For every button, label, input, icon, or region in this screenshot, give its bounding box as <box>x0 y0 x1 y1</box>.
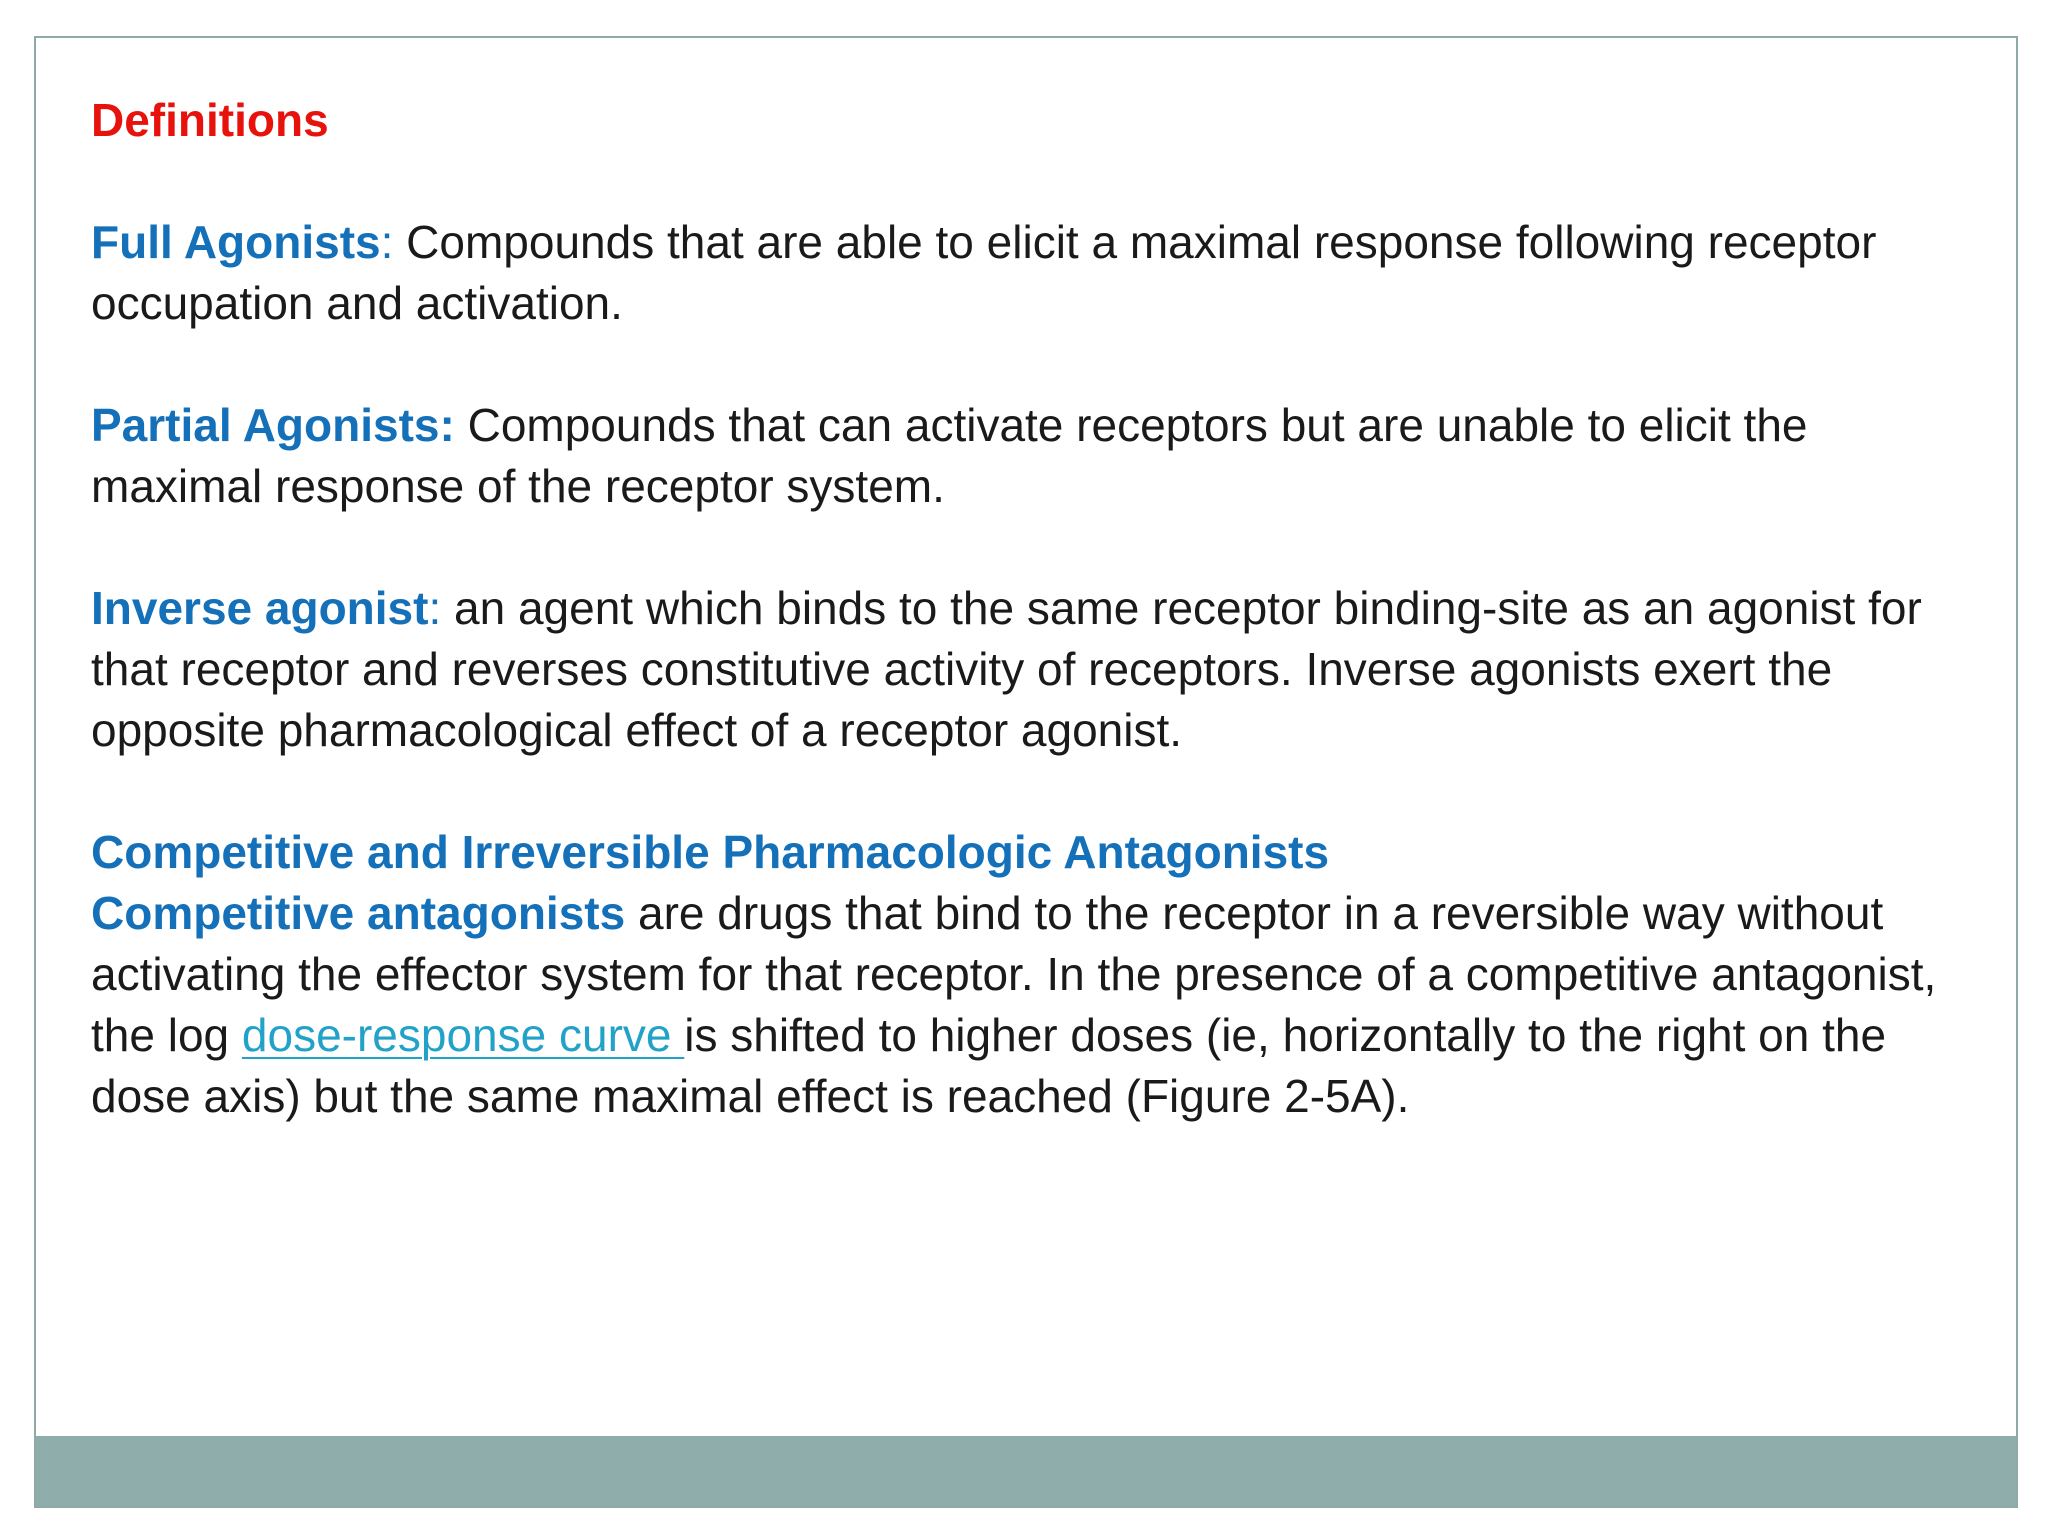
definition-text: is shifted to higher doses (ie, horizontally to the right on the dose axis) but the same maximal effect is reached (Figure 2-5A). <box>91 1009 1887 1122</box>
spacer <box>91 761 1971 822</box>
term-inverse-agonist: Inverse agonist <box>91 582 429 634</box>
term-partial-agonists: Partial Agonists: <box>91 399 455 451</box>
definition-partial-agonists <box>91 395 1971 517</box>
definition-inverse-agonist <box>91 578 1971 761</box>
spacer <box>91 517 1971 578</box>
dose-response-curve-link[interactable]: dose-response curve <box>241 1009 685 1061</box>
definition-text: an agent which binds to the same receptor binding-site as an agonist for that receptor and reverses constitutive activity of receptors. Inverse agonists exert the opposite pharmacological effect of a receptor agonist. <box>91 582 1922 756</box>
slide-heading: Definitions <box>91 94 329 146</box>
spacer <box>91 334 1971 395</box>
slide-content <box>91 90 1971 1127</box>
term-competitive-antagonists: Competitive antagonists <box>91 887 626 939</box>
definition-text: are drugs that bind to the receptor in a reversible way without activating the effector system for that receptor. In the presence of a competitive antagonist, the log <box>91 887 1937 1061</box>
definition-competitive-antagonists <box>91 883 1971 1127</box>
slide <box>34 36 2018 1508</box>
antagonists-section-title: Competitive and Irreversible Pharmacologic Antagonists <box>91 826 1330 878</box>
definition-text: Compounds that can activate receptors but are unable to elicit the maximal response of the receptor system. <box>91 399 1808 512</box>
definition-full-agonists <box>91 212 1971 334</box>
definition-text: Compounds that are able to elicit a maximal response following receptor occupation and activation. <box>91 216 1877 329</box>
term-colon: : <box>380 216 394 268</box>
footer-band <box>36 1436 2016 1506</box>
term-colon: : <box>428 582 442 634</box>
spacer <box>91 151 1971 212</box>
term-full-agonists: Full Agonists <box>91 216 381 268</box>
